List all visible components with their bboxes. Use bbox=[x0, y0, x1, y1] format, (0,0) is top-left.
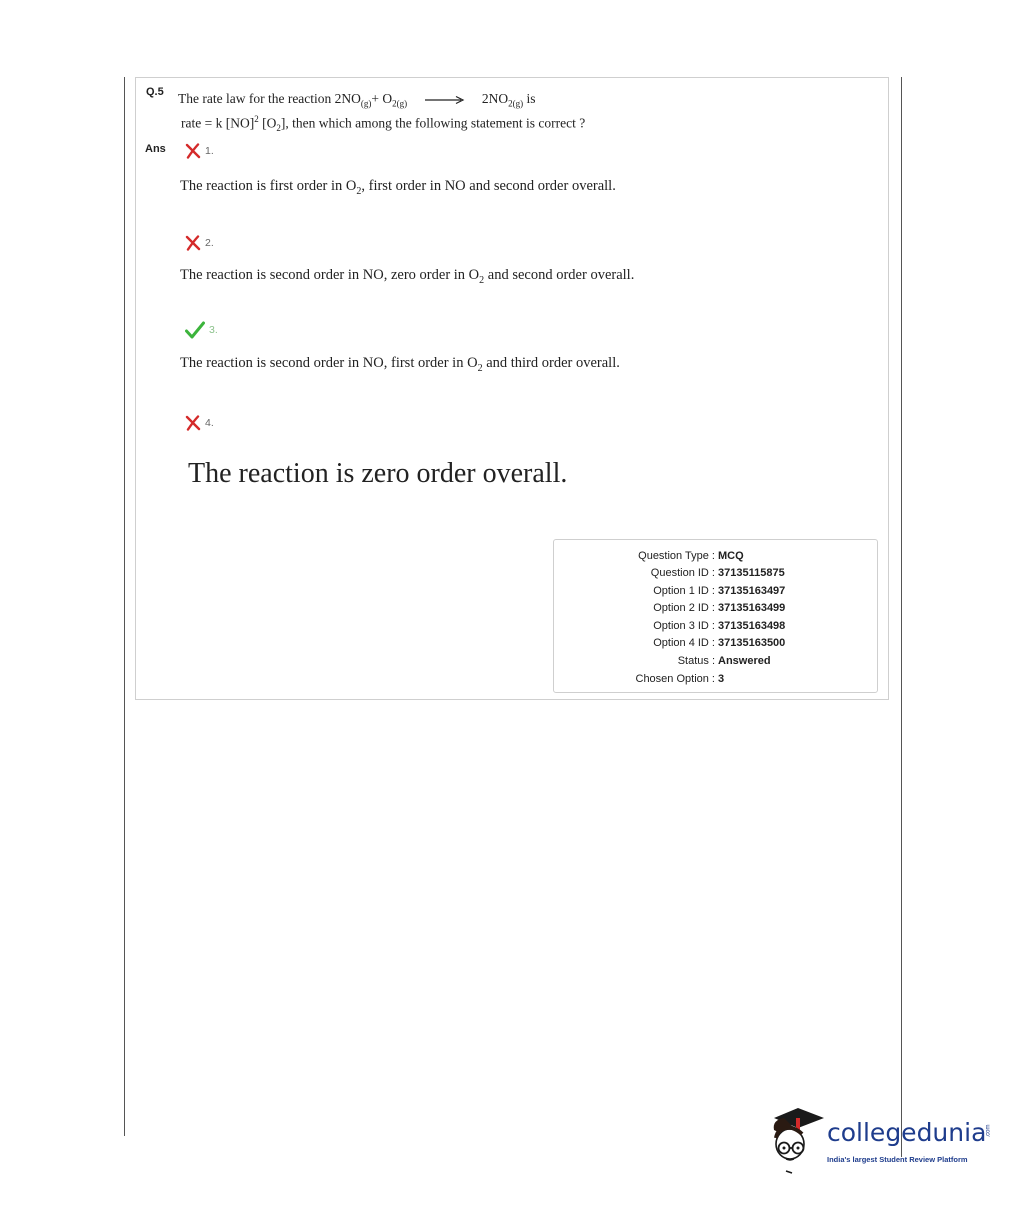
wrong-cross-icon bbox=[185, 235, 201, 251]
question-text-line-2: rate = k [NO]$^2$ $[O_2]$, then which among the following statement is correct ? bbox=[181, 114, 586, 134]
wrong-cross-icon bbox=[185, 143, 201, 159]
question-number: Q.5 bbox=[146, 86, 164, 98]
collegedunia-logo bbox=[768, 1104, 993, 1174]
meta-row: Status : Answered bbox=[677, 655, 771, 667]
mascot-graduate-icon bbox=[768, 1104, 826, 1174]
option-2-marker: 2. bbox=[185, 233, 214, 253]
answer-label: Ans bbox=[145, 143, 166, 155]
option-3-marker: 3. bbox=[185, 320, 218, 340]
logo-wordmark: collegedunia bbox=[827, 1118, 987, 1147]
meta-row: Option 2 ID : 37135163499 bbox=[653, 602, 786, 614]
reaction-arrow-icon bbox=[425, 95, 467, 105]
meta-row: Question Type : MCQ bbox=[638, 550, 744, 562]
meta-row: Chosen Option : 3 bbox=[635, 673, 725, 685]
option-3-text: The reaction is second order in NO, first order in $O_2$ and third order overall. bbox=[180, 355, 620, 374]
left-margin-line bbox=[124, 77, 125, 1136]
correct-check-icon bbox=[185, 321, 205, 339]
question-text-line-1: The rate law for the reaction $2NO_{(g)}+ O_{2(g)}$ $2NO_{2(g)}$ is bbox=[178, 91, 536, 109]
option-4-marker: 4. bbox=[185, 413, 214, 433]
meta-row: Option 1 ID : 37135163497 bbox=[653, 585, 786, 597]
logo-domain-suffix: .com bbox=[985, 1124, 992, 1138]
meta-row: Question ID : 37135115875 bbox=[650, 567, 785, 579]
option-4-text: The reaction is zero order overall. bbox=[188, 458, 568, 489]
logo-tagline: India's largest Student Review Platform bbox=[827, 1155, 968, 1164]
option-1-text: The reaction is first order in $O_2$, first order in NO and second order overall. bbox=[180, 178, 616, 197]
option-1-marker: 1. bbox=[185, 141, 214, 161]
question-metadata-box bbox=[553, 539, 878, 693]
option-2-text: The reaction is second order in NO, zero order in $O_2$ and second order overall. bbox=[180, 267, 635, 286]
wrong-cross-icon bbox=[185, 415, 201, 431]
meta-row: Option 4 ID : 37135163500 bbox=[653, 637, 786, 649]
meta-row: Option 3 ID : 37135163498 bbox=[653, 620, 786, 632]
right-margin-line bbox=[901, 77, 902, 1157]
